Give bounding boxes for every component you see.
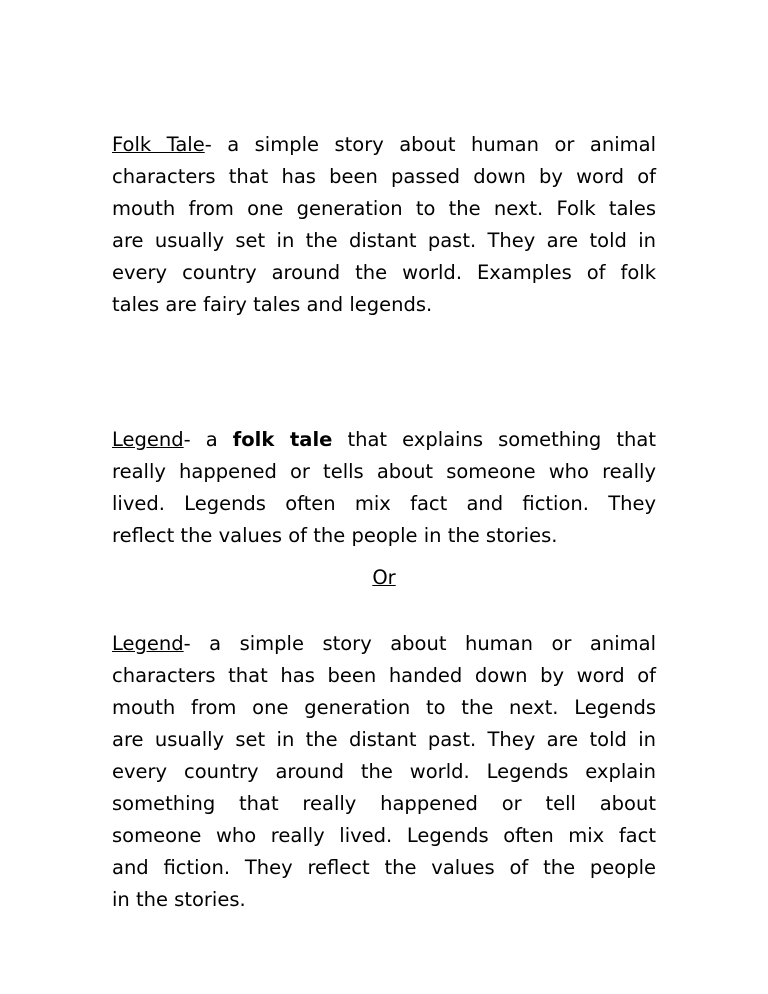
text-line: something that really happened or tell about	[112, 792, 656, 815]
or-text: Or	[372, 566, 396, 589]
legend-definition-1	[112, 424, 656, 552]
text: - a simple story about human or animal	[204, 133, 656, 156]
text-line: reflect the values of the people in the stories.	[112, 524, 558, 547]
text-line: lived. Legends often mix fact and fiction. They	[112, 492, 656, 515]
text-line: someone who really lived. Legends often mix fact	[112, 824, 656, 847]
text: - a	[183, 428, 233, 451]
text-line	[112, 129, 656, 161]
text-line: characters that has been passed down by word of	[112, 165, 656, 188]
term-legend: Legend	[112, 632, 184, 655]
bold-folk-tale: folk tale	[232, 428, 333, 451]
legend-definition-2	[112, 628, 656, 916]
text-line: really happened or tells about someone who really	[112, 460, 656, 483]
text-line	[112, 424, 656, 456]
text-line: tales are fairy tales and legends.	[112, 293, 433, 316]
text: that explains something that	[332, 428, 656, 451]
text-line: every country around the world. Examples of folk	[112, 261, 656, 284]
text-line: every country around the world. Legends explain	[112, 760, 656, 783]
text-line: are usually set in the distant past. They are told in	[112, 229, 656, 252]
text-line: in the stories.	[112, 888, 246, 911]
text-line: mouth from one generation to the next. Folk tales	[112, 197, 656, 220]
text-line: and fiction. They reflect the values of the people	[112, 856, 656, 879]
text-line: mouth from one generation to the next. Legends	[112, 696, 656, 719]
term-legend: Legend	[112, 428, 184, 451]
text: - a simple story about human or animal	[183, 632, 656, 655]
text-line: are usually set in the distant past. They are told in	[112, 728, 656, 751]
text-line	[112, 628, 656, 660]
text-line: characters that has been handed down by word of	[112, 664, 656, 687]
term-folk-tale: Folk Tale	[112, 133, 205, 156]
or-separator	[0, 562, 768, 594]
folk-tale-definition	[112, 129, 656, 321]
